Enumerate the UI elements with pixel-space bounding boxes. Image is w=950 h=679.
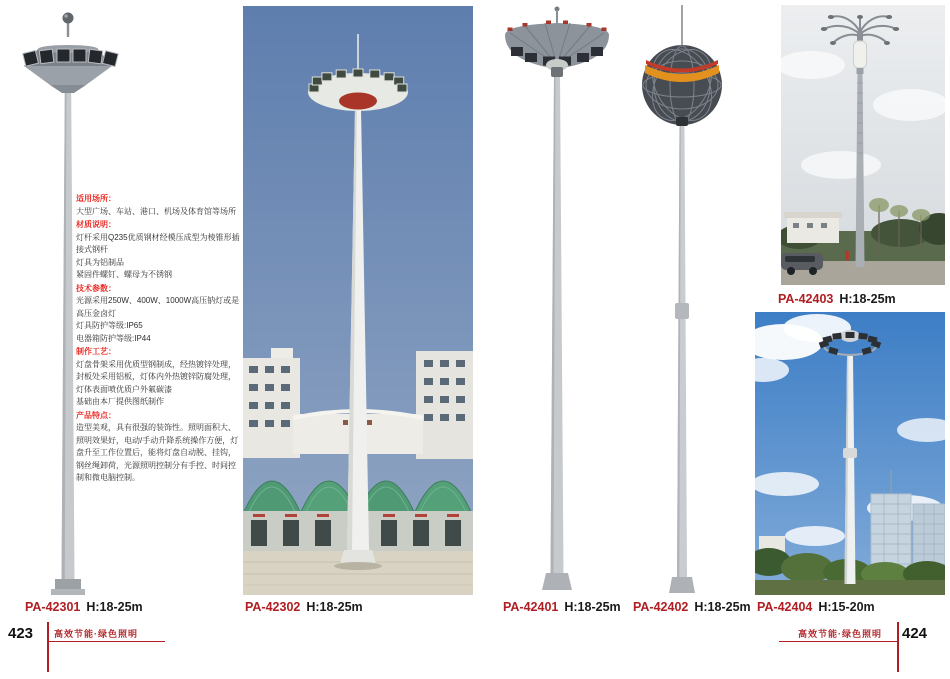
plaza-highmast-photo xyxy=(243,6,473,595)
lightning-rod xyxy=(681,5,683,47)
spec-line: 紧固件螺钉、螺母为不锈钢 xyxy=(76,270,172,279)
product-label-pa42403 xyxy=(778,292,896,306)
spec-line: 灯具防护等级:IP65 xyxy=(76,321,143,330)
spec-line: 光源采用250W、400W、1000W高压钠灯或是高压金卤灯 xyxy=(76,296,240,318)
spec-line: 灯杆采用Q235优质钢材经模压成型为棱锥形插接式钢杆 xyxy=(76,232,240,254)
product-label-pa42301 xyxy=(25,600,143,614)
page-number-left: 423 xyxy=(8,625,34,642)
spec-heading-features: 产品特点： xyxy=(76,410,116,420)
product-label-pa42402 xyxy=(633,600,751,614)
footer-slogan-left: 高效节能·绿色照明 xyxy=(54,629,138,639)
product-photo-pa42402 xyxy=(635,5,752,597)
product-label-pa42401 xyxy=(503,600,621,614)
product-height: H:15-20m xyxy=(818,600,875,614)
product-label-pa42404 xyxy=(757,600,875,614)
product-height: H:18-25m xyxy=(694,600,751,614)
product-photo-pa42404 xyxy=(755,312,945,595)
spec-heading-material: 材质说明： xyxy=(76,220,116,229)
product-height: H:18-25m xyxy=(839,292,896,306)
spec-line: 灯具为铝制品 xyxy=(76,257,124,267)
spec-line: 电器箱防护等级:IP44 xyxy=(76,333,151,343)
street-decorative-pole-photo xyxy=(781,5,945,285)
footer-slogan-right: 高效节能·绿色照明 xyxy=(798,629,882,639)
spec-line: 造型美观，具有很强的装饰性。照明面积大、照明效果好，电动/手动升降系统操作方便，灯盘升至工作位置后，能将灯盘自动脱、挂钩，钢丝绳卸荷，光源照明控制分有手控、时间控制和微电脑控制。 xyxy=(76,423,239,482)
product-photo-pa42401 xyxy=(490,5,632,597)
left-building xyxy=(243,348,300,458)
footer-underline-right xyxy=(779,641,897,642)
product-height: H:18-25m xyxy=(564,600,621,614)
product-photo-pa42302 xyxy=(243,6,473,595)
footer-underline-left xyxy=(49,641,165,642)
footer-divider-left xyxy=(47,622,49,672)
spec-line: 大型广场、车站、港口、机场及体育馆等场所 xyxy=(76,206,236,216)
blue-sky-highmast-photo xyxy=(755,312,945,595)
sphere-lattice-pole-illustration xyxy=(635,5,752,597)
right-building xyxy=(416,351,473,459)
product-code: PA-42404 xyxy=(757,600,813,614)
product-code: PA-42402 xyxy=(633,600,689,614)
page-number-right: 424 xyxy=(902,625,928,642)
product-label-pa42302 xyxy=(245,600,363,614)
footer-divider-right xyxy=(897,622,899,672)
product-code: PA-42403 xyxy=(778,292,834,306)
spec-line: 基础由本厂提供图纸制作 xyxy=(76,397,164,406)
highmast-dish-pole-illustration xyxy=(490,5,632,597)
product-height: H:18-25m xyxy=(86,600,143,614)
spec-heading-usage: 适用场所： xyxy=(76,194,116,203)
product-code: PA-42302 xyxy=(245,600,301,614)
spec-heading-technical: 技术参数： xyxy=(76,283,116,293)
product-code: PA-42301 xyxy=(25,600,81,614)
product-code: PA-42401 xyxy=(503,600,559,614)
product-height: H:18-25m xyxy=(306,600,363,614)
product-photo-pa42403 xyxy=(781,5,945,285)
spec-heading-craft: 制作工艺： xyxy=(76,347,116,356)
spec-panel xyxy=(76,192,242,485)
spec-line: 灯盘骨架采用优质型钢制成，经热镀锌处理，封板处采用铝板，灯体内外热镀锌防腐处理，灯体表面喷优质户外氟碳漆 xyxy=(76,359,236,394)
